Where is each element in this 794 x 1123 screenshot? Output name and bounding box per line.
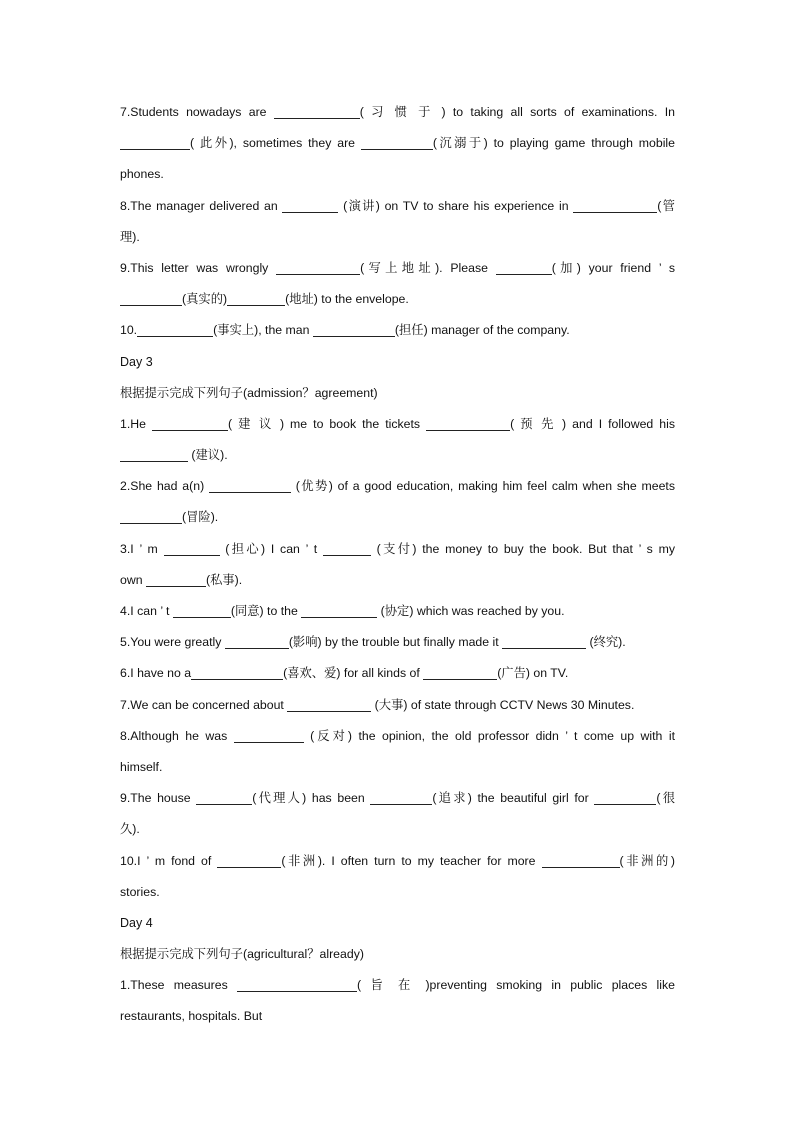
text-line [120,627,675,658]
line-text: (真实的) [182,292,228,307]
line-text: 7.We can be concerned about [120,697,288,712]
text-line [120,846,675,877]
line-text: Day 4 [120,915,153,930]
line-text: (同意) to the [230,604,302,618]
line-text: (非洲). I often turn to my teacher for more [281,853,542,868]
text-line [120,814,675,845]
line-text: 8.The manager delivered an [120,198,283,213]
line-text: (终究). [586,635,626,650]
text-line [120,565,675,596]
answer-blank[interactable] [209,478,291,493]
line-text: restaurants, hospitals. But [120,1009,263,1024]
line-text: (非洲的) [619,853,675,868]
line-text: 理). [120,229,140,244]
answer-blank[interactable] [196,790,252,805]
line-text: ( 此外), sometimes they are [190,136,361,151]
line-text: 1.These measures [120,978,238,993]
answer-blank[interactable] [594,790,656,805]
text-line [120,534,675,565]
answer-blank[interactable] [496,260,552,275]
line-text: own [120,572,146,587]
text-line [120,690,675,721]
answer-blank[interactable] [502,634,586,649]
text-line [120,191,675,222]
text-line [120,502,675,533]
text-line [120,471,675,502]
line-text: (大事) of state through CCTV News 30 Minutes. [371,697,635,712]
section-heading [120,908,675,939]
line-text: 9.The house [120,791,197,806]
answer-blank[interactable] [282,198,338,213]
answer-blank[interactable] [146,572,206,587]
line-text: 9.This letter was wrongly [120,260,277,275]
line-text: Day 3 [120,354,153,369]
text-line [120,783,675,814]
text-line [120,752,675,783]
line-text: 1.He [120,416,152,431]
line-text: (担心) I can ’ t [219,541,323,556]
answer-blank[interactable] [426,416,510,431]
line-text: (追求) the beautiful girl for [432,791,595,806]
answer-blank[interactable] [152,416,228,431]
line-text: (地址) to the envelope. [285,292,409,307]
answer-blank[interactable] [276,260,360,275]
answer-blank[interactable] [120,135,190,150]
line-text: himself. [120,759,163,774]
text-line [120,128,675,159]
text-line [120,877,675,908]
line-text: 10.I ’ m fond of [120,853,218,868]
line-text: (支付) the money to buy the book. But that ’ s my [370,541,675,556]
line-text: (代理人) has been [252,791,371,806]
text-line [120,409,675,440]
answer-blank[interactable] [164,541,220,556]
answer-blank[interactable] [542,853,620,868]
line-text: (冒险). [182,510,219,525]
answer-blank[interactable] [361,135,433,150]
text-line [120,440,675,471]
line-text: (协定) which was reached by you. [377,604,565,618]
text-line [120,315,675,346]
line-text: (很 [656,791,675,806]
text-line [120,284,675,315]
answer-blank[interactable] [120,447,188,462]
line-text: (写上地址). Please [360,260,496,275]
answer-blank[interactable] [573,198,657,213]
answer-blank[interactable] [137,322,213,337]
line-text: (演讲) on TV to share his experience in [338,198,574,213]
text-line [120,159,675,190]
answer-blank[interactable] [173,603,231,618]
text-line [120,939,675,970]
line-text: 根据提示完成下列句子(admission？agreement) [120,385,378,400]
answer-blank[interactable] [225,634,289,649]
line-text: (建议). [188,448,228,463]
answer-blank[interactable] [274,104,360,119]
text-line [120,721,675,752]
answer-blank[interactable] [370,790,432,805]
answer-blank[interactable] [287,697,371,712]
text-line [120,222,675,253]
line-text: 2.She had a(n) [120,479,209,494]
answer-blank[interactable] [234,728,304,743]
answer-blank[interactable] [227,291,285,306]
line-text: (事实上), the man [213,323,313,338]
answer-blank[interactable] [120,509,182,524]
section-heading [120,347,675,378]
line-text: (管 [657,198,675,213]
line-text: phones. [120,167,164,182]
line-text: (广告) on TV. [497,666,569,681]
text-line [120,378,675,409]
line-text: 7.Students nowadays are [120,105,274,119]
line-text: 根据提示完成下列句子(agricultural？already) [120,947,364,962]
line-text: (反对) the opinion, the old professor didn ’ t come up with it [303,728,675,743]
document-page [120,97,675,1033]
line-text: 5.You were greatly [120,635,225,650]
text-line [120,596,675,627]
line-text: ( 习 惯 于 ) to taking all sorts of examinations. In [359,105,675,119]
answer-blank[interactable] [313,322,395,337]
line-text: 4.I can ’ t [120,604,173,618]
text-line [120,970,675,1001]
text-line [120,658,675,689]
line-text: (优势) of a good education, making him feel calm when she meets [290,479,675,494]
text-line [120,1001,675,1032]
line-text: 6.I have no a [120,666,192,681]
text-line [120,97,675,128]
answer-blank[interactable] [423,665,497,680]
answer-blank[interactable] [323,541,371,556]
line-text: ( 旨 在 )preventing smoking in public places like [357,978,675,993]
line-text: 3.I ’ m [120,541,164,556]
answer-blank[interactable] [191,665,283,680]
line-text: (担任) manager of the company. [394,323,570,338]
line-text: 10. [120,323,138,338]
line-text: (加) your friend ’ s [551,260,675,275]
text-line [120,253,675,284]
answer-blank[interactable] [301,603,377,618]
answer-blank[interactable] [120,291,182,306]
line-text: (沉溺于) to playing game through mobile [432,136,675,151]
line-text: ( 预 先 ) and I followed his [510,416,675,431]
answer-blank[interactable] [217,853,281,868]
line-text: 久). [120,822,140,837]
line-text: (喜欢、爱) for all kinds of [283,666,424,681]
line-text: ( 建 议 ) me to book the tickets [228,416,427,431]
line-text: stories. [120,884,160,899]
line-text: 8.Although he was [120,728,234,743]
line-text: (影响) by the trouble but finally made it [288,635,503,650]
line-text: (私事). [205,572,243,587]
answer-blank[interactable] [237,977,357,992]
